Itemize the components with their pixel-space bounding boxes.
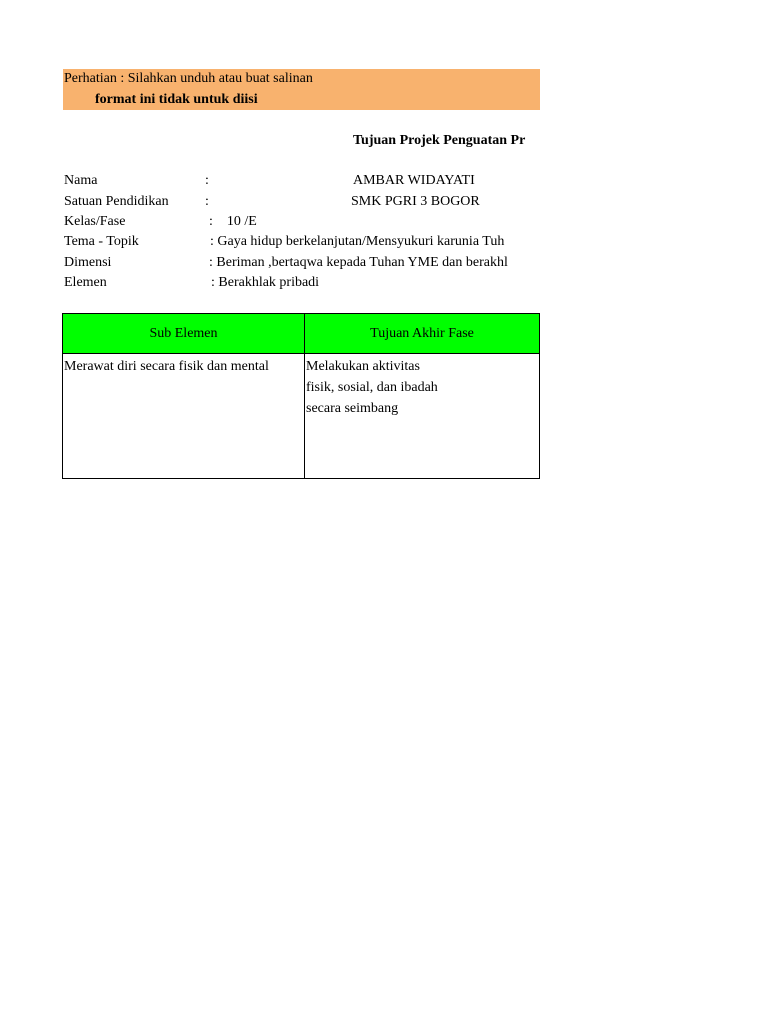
dimension-value-cell	[63, 255, 540, 275]
page-title-cell	[63, 132, 540, 152]
name-value: AMBAR WIDAYATI	[353, 173, 475, 188]
final-objective-cell: Melakukan aktivitas fisik, sosial, dan ibadah secara seimbang	[305, 354, 540, 479]
school-value: SMK PGRI 3 BOGOR	[351, 194, 480, 209]
name-label: Nama	[64, 173, 98, 188]
notice-banner	[63, 69, 540, 110]
sub-element-cell: Merawat diri secara fisik dan mental	[63, 354, 305, 479]
header-final-objective: Tujuan Akhir Fase	[305, 314, 540, 354]
theme-value: : Gaya hidup berkelanjutan/Mensyukuri karunia Tuh	[210, 234, 505, 249]
class-label: Kelas/Fase	[64, 214, 126, 229]
dimension-value: : Beriman ,bertaqwa kepada Tuhan YME dan berakhl	[209, 255, 508, 270]
school-label: Satuan Pendidikan	[64, 194, 169, 209]
name-separator: :	[205, 173, 209, 188]
theme-value-cell	[63, 234, 540, 254]
objective-table	[62, 313, 540, 479]
header-sub-element: Sub Elemen	[63, 314, 305, 354]
dimension-label: Dimensi	[64, 255, 112, 270]
notice-warning: format ini tidak untuk diisi	[95, 92, 258, 107]
table-row	[63, 354, 540, 479]
element-label: Elemen	[64, 275, 107, 290]
school-separator: :	[205, 194, 209, 209]
table-header-row	[63, 314, 540, 354]
theme-label: Tema - Topik	[64, 234, 139, 249]
element-value: : Berakhlak pribadi	[211, 275, 320, 290]
notice-text: Perhatian : Silahkan unduh atau buat salinan	[64, 71, 313, 86]
page-title: Tujuan Projek Penguatan Pr	[353, 133, 526, 148]
class-value: : 10 /E	[209, 214, 257, 229]
